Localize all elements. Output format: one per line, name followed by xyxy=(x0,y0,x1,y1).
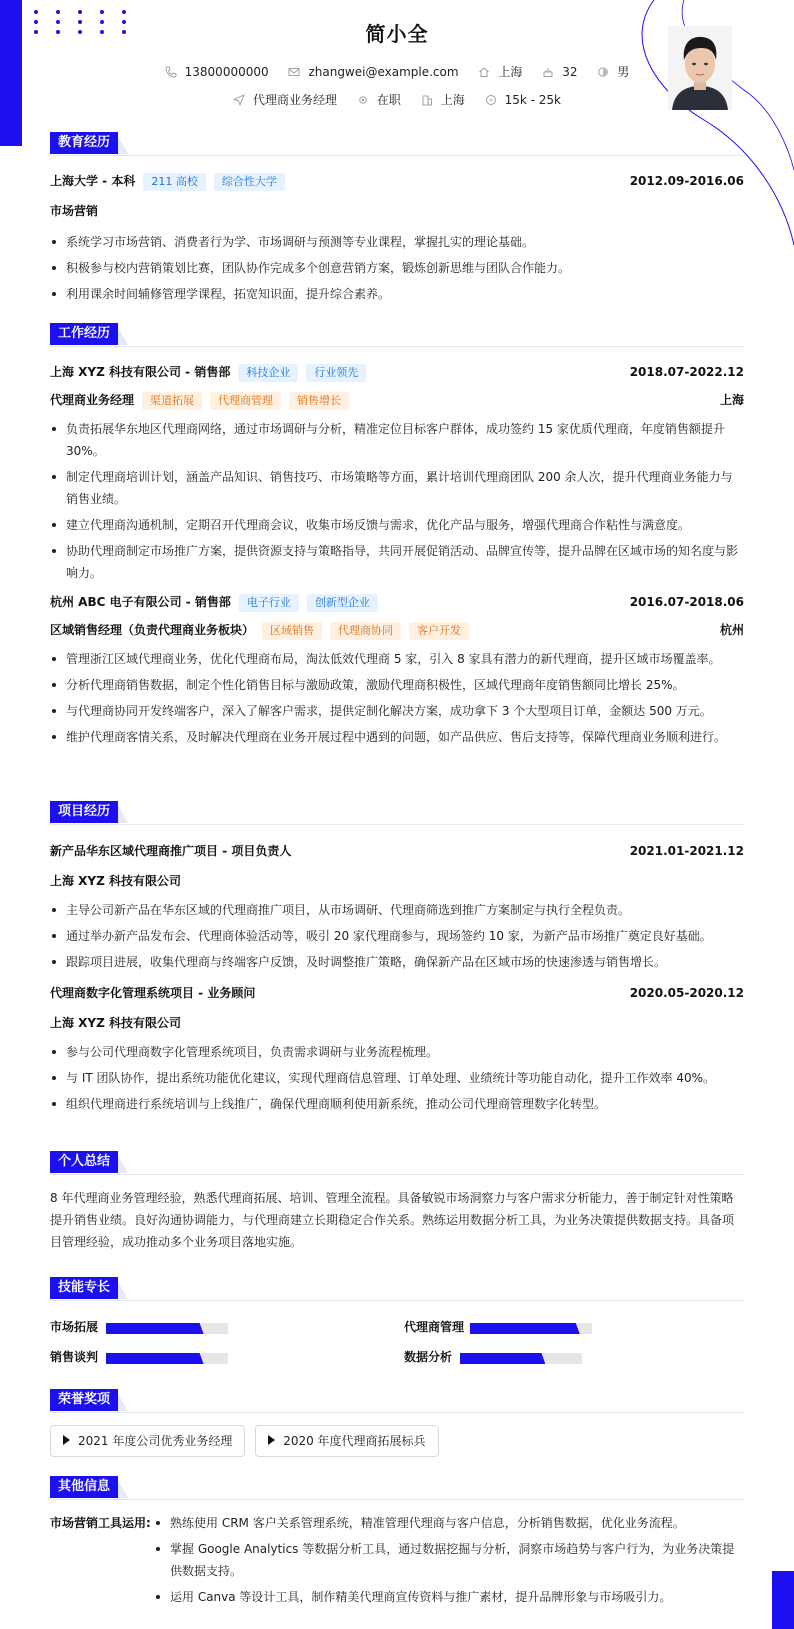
school-name: 上海大学 - 本科 xyxy=(50,174,136,188)
other-bullets xyxy=(154,1512,744,1608)
section-title xyxy=(50,1151,744,1175)
list-item: 维护代理商客情关系，及时解决代理商在业务开展过程中遇到的问题，如产品供应、售后支持等，保障代理商业务顺利进行。 xyxy=(50,726,744,748)
play-icon xyxy=(268,1435,275,1445)
email-icon xyxy=(288,66,300,78)
skill-bar xyxy=(470,1323,592,1334)
skill-bar-fill xyxy=(106,1323,204,1334)
list-item: 组织代理商进行系统培训与上线推广，确保代理商顺利使用新系统，推动公司代理商管理数字化转型。 xyxy=(50,1093,744,1115)
list-item: 利用课余时间辅修管理学课程，拓宽知识面，提升综合素养。 xyxy=(50,283,744,305)
other-title: 其他信息 xyxy=(50,1476,118,1498)
job-title-info: 代理商业务经理 xyxy=(233,91,337,108)
project-name: 代理商数字化管理系统项目 - 业务顾问 xyxy=(50,986,256,1000)
school-tag: 211 高校 xyxy=(143,173,206,191)
job-bullets xyxy=(50,648,744,748)
skill-bar-fill xyxy=(470,1323,580,1334)
job-date: 2018.07-2022.12 xyxy=(629,365,744,379)
company-tag: 科技企业 xyxy=(238,364,298,382)
skills-grid xyxy=(50,1309,744,1369)
company-tag: 创新型企业 xyxy=(307,594,378,612)
skill-name: 市场拓展 xyxy=(50,1320,99,1334)
list-item: 与代理商协同开发终端客户，深入了解客户需求，提供定制化解决方案，成功拿下 3 个大型项目订单，金额达 500 万元。 xyxy=(50,700,744,722)
divider xyxy=(50,155,744,156)
list-item: 通过举办新产品发布会、代理商体验活动等，吸引 20 家代理商参与，现场签约 10 家，为新产品市场推广奠定良好基础。 xyxy=(50,925,744,947)
status-info: 在职 xyxy=(357,91,401,108)
project-bullets xyxy=(50,899,744,973)
gear-icon xyxy=(357,94,369,106)
building-icon xyxy=(421,94,433,106)
send-icon xyxy=(233,94,245,106)
position-tag: 渠道拓展 xyxy=(142,392,202,410)
work-section xyxy=(50,323,744,752)
other-label: 市场营销工具运用: xyxy=(50,1516,151,1530)
divider xyxy=(50,824,744,825)
list-item: 主导公司新产品在华东区域的代理商推广项目，从市场调研、代理商筛选到推广方案制定与执行全程负责。 xyxy=(50,899,744,921)
company-tag: 电子行业 xyxy=(239,594,299,612)
phone-info: 13800000000 xyxy=(165,65,269,79)
award-item: 2021 年度公司优秀业务经理 xyxy=(50,1425,245,1457)
position-tag: 代理商管理 xyxy=(210,392,281,410)
position-name: 代理商业务经理 xyxy=(50,393,135,407)
project-company-row xyxy=(50,1013,744,1033)
list-item: 与 IT 团队协作，提出系统功能优化建议，实现代理商信息管理、订单处理、业绩统计等功能自动化，提升工作效率 40%。 xyxy=(50,1067,744,1089)
education-row xyxy=(50,171,744,191)
skill-bar xyxy=(106,1323,228,1334)
education-date: 2012.09-2016.06 xyxy=(629,174,744,188)
project-bullets xyxy=(50,1041,744,1115)
company-tag: 行业领先 xyxy=(306,364,366,382)
job-company-row xyxy=(50,362,744,382)
home-icon xyxy=(478,66,490,78)
resume-header xyxy=(0,0,794,120)
salary-info: 15k - 25k xyxy=(485,93,561,107)
section-title xyxy=(50,801,744,825)
position-tag: 客户开发 xyxy=(409,622,469,640)
gender-icon xyxy=(597,66,609,78)
job-city: 上海 xyxy=(719,393,744,407)
list-item: 掌握 Google Analytics 等数据分析工具，通过数据挖掘与分析，洞察市场趋势与客户行为，为业务决策提供数据支持。 xyxy=(154,1538,744,1582)
skills-title: 技能专长 xyxy=(50,1277,118,1299)
other-section xyxy=(50,1476,744,1612)
skill-name: 销售谈判 xyxy=(50,1350,99,1364)
project-company-row xyxy=(50,871,744,891)
corner-decoration-right xyxy=(772,1571,794,1629)
divider xyxy=(50,346,744,347)
coin-icon xyxy=(485,94,497,106)
divider xyxy=(50,1174,744,1175)
company-name: 杭州 ABC 电子有限公司 - 销售部 xyxy=(50,595,231,609)
location-info: 上海 xyxy=(478,63,522,80)
major: 市场营销 xyxy=(50,204,99,218)
candidate-name: 简小全 xyxy=(365,22,429,46)
avatar-portrait-image xyxy=(668,26,732,110)
project-date: 2021.01-2021.12 xyxy=(629,844,744,858)
major-row xyxy=(50,201,744,221)
list-item: 系统学习市场营销、消费者行为学、市场调研与预测等专业课程，掌握扎实的理论基础。 xyxy=(50,231,744,253)
job-position-row xyxy=(50,390,744,410)
divider xyxy=(50,1412,744,1413)
skill-bar xyxy=(460,1353,582,1364)
job-position-row xyxy=(50,620,744,640)
projects-section xyxy=(50,801,744,1119)
position-tag: 销售增长 xyxy=(289,392,349,410)
project-row xyxy=(50,841,744,861)
section-title xyxy=(50,1476,744,1500)
project-row xyxy=(50,983,744,1003)
list-item: 建立代理商沟通机制，定期召开代理商会议，收集市场反馈与需求，优化产品与服务，增强代理商合作粘性与满意度。 xyxy=(50,514,744,536)
awards-title: 荣誉奖项 xyxy=(50,1389,118,1411)
skill-bar-fill xyxy=(460,1353,545,1364)
list-item: 协助代理商制定市场推广方案，提供资源支持与策略指导，共同开展促销活动、品牌宣传等，提升品牌在区域市场的知名度与影响力。 xyxy=(50,540,744,584)
education-title: 教育经历 xyxy=(50,132,118,154)
project-date: 2020.05-2020.12 xyxy=(629,986,744,1000)
skill-bar xyxy=(106,1353,228,1364)
award-item: 2020 年度代理商拓展标兵 xyxy=(255,1425,438,1457)
position-tag: 区域销售 xyxy=(262,622,322,640)
list-item: 分析代理商销售数据，制定个性化销售目标与激励政策，激励代理商积极性，区域代理商年度销售额同比增长 25%。 xyxy=(50,674,744,696)
project-company: 上海 XYZ 科技有限公司 xyxy=(50,1016,181,1030)
list-item: 负责拓展华东地区代理商网络，通过市场调研与分析，精准定位目标客户群体，成功签约 15 家优质代理商，年度销售额提升 30%。 xyxy=(50,418,744,462)
email-info[interactable]: zhangwei@example.com xyxy=(288,65,458,79)
section-title xyxy=(50,132,744,156)
job-date: 2016.07-2018.06 xyxy=(629,595,744,609)
summary-text: 8 年代理商业务管理经验，熟悉代理商拓展、培训、管理全流程。具备敏锐市场洞察力与客户需求分析能力，善于制定针对性策略提升销售业绩。良好沟通协调能力，与代理商建立长期稳定合作关系。熟练运用数据分析工具，为业务决策提供数据支持。具备项目管理经验，成功推动多个业务项目落地实施。 xyxy=(50,1191,735,1249)
section-title xyxy=(50,1389,744,1413)
summary-section xyxy=(50,1151,744,1253)
list-item: 运用 Canva 等设计工具，制作精美代理商宣传资料与推广素材，提升品牌形象与市场吸引力。 xyxy=(154,1586,744,1608)
age-info: 32 xyxy=(542,65,577,79)
summary-title: 个人总结 xyxy=(50,1151,118,1173)
project-name: 新产品华东区域代理商推广项目 - 项目负责人 xyxy=(50,844,292,858)
play-icon xyxy=(63,1435,70,1445)
other-info xyxy=(50,1512,744,1608)
cake-icon xyxy=(542,66,554,78)
skill-bar-fill xyxy=(106,1353,204,1364)
divider xyxy=(50,1300,744,1301)
gender-info: 男 xyxy=(597,63,629,80)
job-company-row xyxy=(50,592,744,612)
list-item: 熟练使用 CRM 客户关系管理系统，精准管理代理商与客户信息，分析销售数据，优化业务流程。 xyxy=(154,1512,744,1534)
list-item: 管理浙江区域代理商业务，优化代理商布局，淘汰低效代理商 5 家，引入 8 家具有潜力的新代理商，提升区域市场覆盖率。 xyxy=(50,648,744,670)
projects-title: 项目经历 xyxy=(50,801,118,823)
list-item: 制定代理商培训计划，涵盖产品知识、销售技巧、市场策略等方面，累计培训代理商团队 200 余人次，提升代理商业务能力与销售业绩。 xyxy=(50,466,744,510)
section-title xyxy=(50,1277,744,1301)
phone-icon xyxy=(165,66,177,78)
school-tag: 综合性大学 xyxy=(214,173,285,191)
list-item: 跟踪项目进展，收集代理商与终端客户反馈，及时调整推广策略，确保新产品在区域市场的快速渗透与销售增长。 xyxy=(50,951,744,973)
education-bullets xyxy=(50,231,744,305)
work-title: 工作经历 xyxy=(50,323,118,345)
skill-name: 代理商管理 xyxy=(404,1320,465,1334)
skill-name: 数据分析 xyxy=(404,1350,453,1364)
section-title xyxy=(50,323,744,347)
skills-section xyxy=(50,1277,744,1369)
job-city: 杭州 xyxy=(719,623,744,637)
project-company: 上海 XYZ 科技有限公司 xyxy=(50,874,181,888)
education-section xyxy=(50,132,744,309)
avatar xyxy=(668,26,732,110)
position-tag: 代理商协同 xyxy=(330,622,401,640)
position-name: 区域销售经理（负责代理商业务板块） xyxy=(50,623,255,637)
company-name: 上海 XYZ 科技有限公司 - 销售部 xyxy=(50,365,231,379)
job-bullets xyxy=(50,418,744,584)
awards-section xyxy=(50,1389,744,1461)
awards-list xyxy=(50,1425,744,1461)
divider xyxy=(50,1499,744,1500)
city-info: 上海 xyxy=(421,91,465,108)
list-item: 积极参与校内营销策划比赛，团队协作完成多个创意营销方案，锻炼创新思维与团队合作能力。 xyxy=(50,257,744,279)
list-item: 参与公司代理商数字化管理系统项目，负责需求调研与业务流程梳理。 xyxy=(50,1041,744,1063)
